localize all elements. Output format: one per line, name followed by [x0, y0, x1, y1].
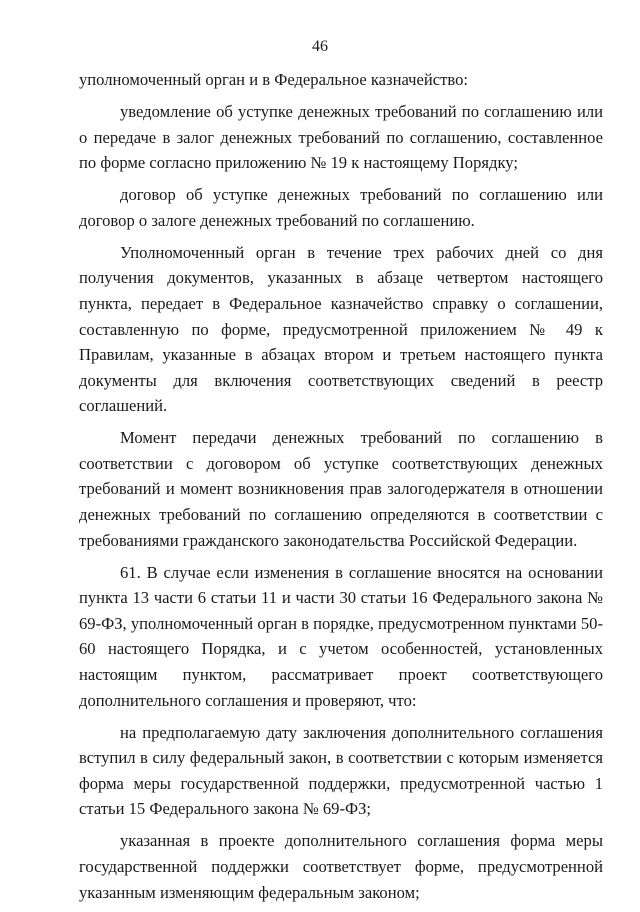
- paragraph-contract-item: договор об уступке денежных требований по соглашению или договор о залоге денежных требований по соглашению.: [79, 185, 603, 230]
- document-body: [79, 67, 603, 912]
- paragraph-check-support-form: указанная в проекте дополнительного соглашения форма меры государственной поддержки соответствует форме, предусмотренной указанным изменяющим федеральным законом;: [79, 831, 603, 902]
- page-number: 46: [312, 38, 328, 55]
- paragraph-moment-of-transfer: Момент передачи денежных требований по соглашению в соответствии с договором об уступке соответствующих денежных требований и момент возникновения прав залогодержателя в отношении денежных требований по соглашению определяются в соответствии с требованиями гражданского законодательства Российской Федерации.: [79, 428, 603, 550]
- paragraph-continuation: уполномоченный орган и в Федеральное казначейство:: [79, 70, 468, 89]
- paragraph-notice-item: уведомление об уступке денежных требований по соглашению или о передаче в залог денежных требований по соглашению, составленное по форме согласно приложению № 19 к настоящему Порядку;: [79, 101, 603, 173]
- paragraph-check-law-in-force: на предполагаемую дату заключения дополнительного соглашения вступил в силу федеральный закон, в соответствии с которым изменяется форма меры государственной поддержки, предусмотренной частью 1 статьи 15 Федерального закона № 69-ФЗ;: [79, 722, 603, 819]
- paragraph-authority-transfer: Уполномоченный орган в течение трех рабочих дней со дня получения документов, указанных в абзаце четвертом настоящего пункта, передает в Федеральное казначейство справку о соглашении, составленную по форме, предусмотренной приложением № 49 к Правилам, указанные в абзацах втором и третьем настоящего пункта документы для включения соответствующих сведений в реестр соглашений.: [79, 242, 603, 416]
- paragraph-point-61: 61. В случае если изменения в соглашение вносятся на основании пункта 13 части 6 статьи 11 и части 30 статьи 16 Федерального закона № 69-ФЗ, уполномоченный орган в порядке, предусмотренном пунктами 50-60 настоящего Порядка, и с учетом особенностей, установленных настоящим пунктом, рассматривает проект соответствующего дополнительного соглашения и проверяют, что:: [79, 562, 603, 710]
